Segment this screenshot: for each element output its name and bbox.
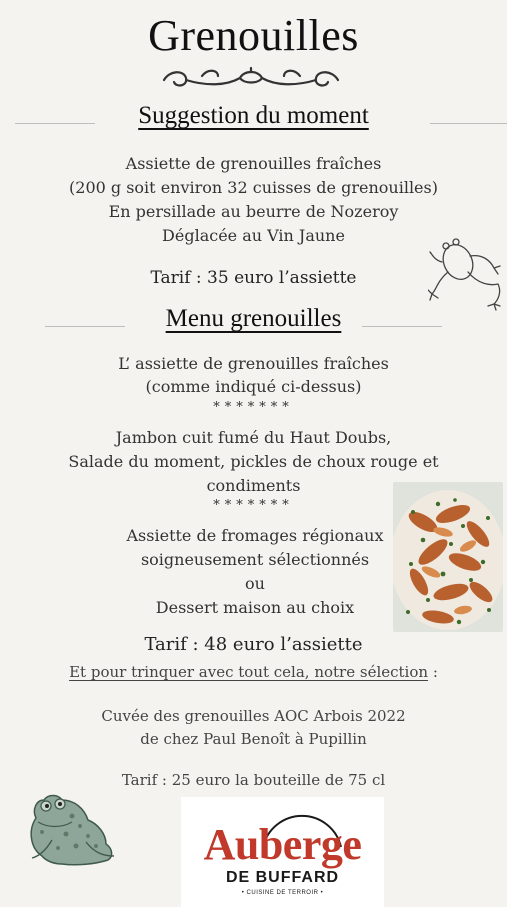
logo-subtitle: DE BUFFARD [225,869,340,886]
separator-stars: ******* [213,400,294,415]
wine-line: Cuvée des grenouilles AOC Arbois 2022 [101,707,406,725]
suggestion-line: Assiette de grenouilles fraîches [125,154,382,173]
menu-line: Dessert maison au choix [155,598,355,617]
menu-line: Jambon cuit fumé du Haut Doubs, [115,428,392,447]
logo-name: Auberge [203,820,362,869]
menu-price: Tarif : 48 euro l’assiette [144,634,363,655]
menu-line: L’ assiette de grenouilles fraîches [118,354,389,373]
wine-heading [0,663,507,681]
frog-illustration-icon [22,786,118,868]
wine-heading-colon: : [432,663,438,681]
suggestion-line: Déglacée au Vin Jaune [162,226,345,245]
menu-line: ou [245,574,265,593]
frog-sketch-icon [428,232,507,314]
ornament-divider-icon [156,64,346,94]
wine-heading-text: Et pour trinquer avec tout cela, notre sélection [69,663,429,681]
section-heading-suggestion: Suggestion du moment [138,102,369,129]
menu-line: Assiette de fromages régionaux [126,526,384,545]
menu-line: (comme indiqué ci-dessus) [145,377,362,396]
dish-photo [393,482,503,632]
menu-line: Salade du moment, pickles de choux rouge et [68,452,439,471]
restaurant-logo [181,797,384,907]
section-heading-menu: Menu grenouilles [165,305,342,332]
wine-line: de chez Paul Benoît à Pupillin [140,730,367,748]
separator-stars: ******* [213,498,294,513]
page-title: Grenouilles [148,11,359,60]
suggestion-line: En persillade au beurre de Nozeroy [108,202,399,221]
suggestion-line: (200 g soit environ 32 cuisses de grenouilles) [69,178,438,197]
menu-line: condiments [206,476,301,495]
suggestion-price: Tarif : 35 euro l’assiette [150,268,357,288]
logo-tagline: • CUISINE DE TERROIR • [241,890,324,896]
menu-line: soigneusement sélectionnés [140,550,370,569]
wine-price: Tarif : 25 euro la bouteille de 75 cl [121,771,386,789]
